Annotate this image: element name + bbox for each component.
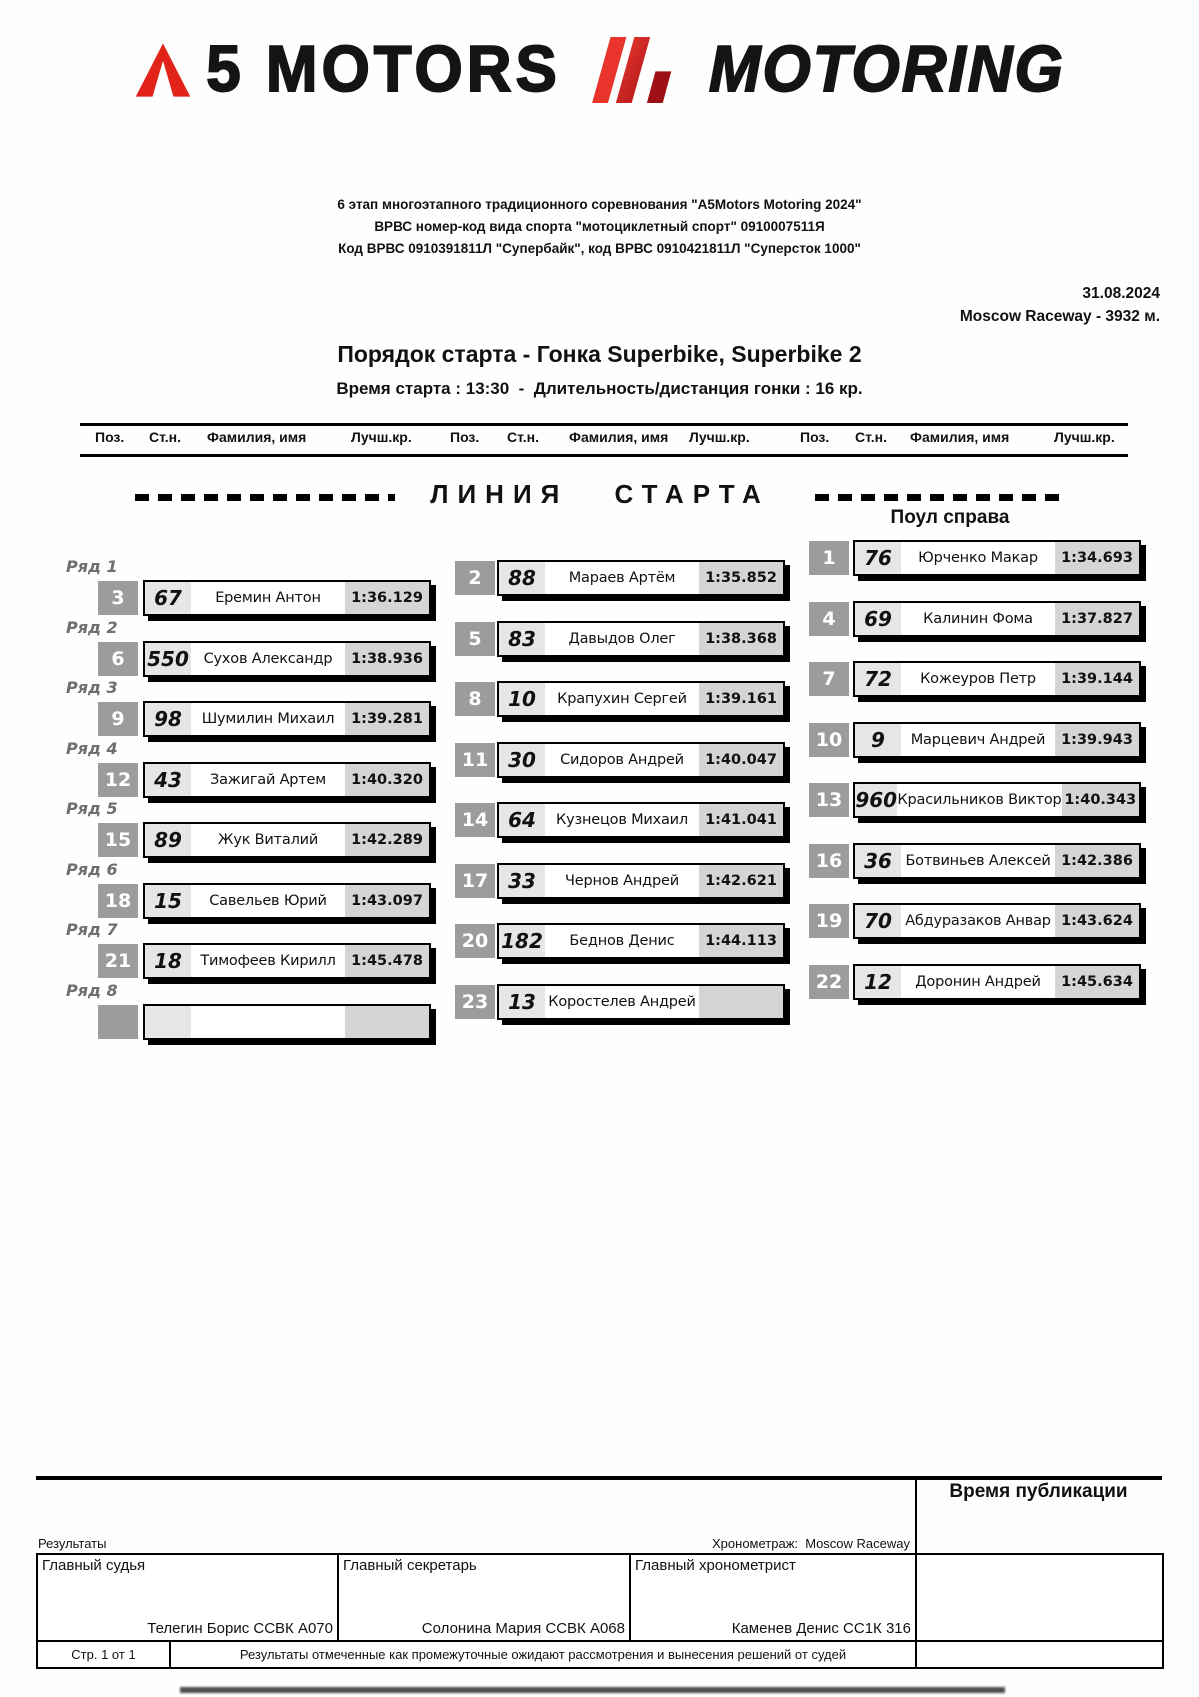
official-cell-timekeeper	[629, 1553, 917, 1642]
rider-best-lap: 1:40.343	[1062, 784, 1139, 816]
rider-best-lap: 1:42.621	[699, 865, 783, 897]
rider-best-lap	[345, 1006, 429, 1038]
rider-best-lap: 1:39.144	[1055, 663, 1139, 695]
rider-best-lap: 1:44.113	[699, 925, 783, 957]
rider-name: Доронин Андрей	[915, 974, 1041, 990]
rider-number: 36	[855, 845, 901, 877]
rider-number: 10	[499, 683, 545, 715]
grid-slot	[497, 560, 785, 596]
grid-position-badge: 18	[98, 884, 138, 918]
colhead-best-3: Лучш.кр.	[1054, 429, 1115, 445]
grid-slot	[853, 903, 1141, 939]
sanction-line-3: Код ВРВС 0910391811Л "Супербайк", код ВРВС 0910421811Л "Суперсток 1000"	[338, 241, 861, 256]
rider-number: 89	[145, 824, 191, 856]
grid-slot	[497, 742, 785, 778]
colhead-pos-2: Поз.	[450, 429, 480, 445]
official-cell-secretary	[337, 1553, 631, 1642]
rider-name: Давыдов Олег	[568, 631, 676, 647]
grid-position-badge: 6	[98, 642, 138, 676]
rider-number: 33	[499, 865, 545, 897]
official-role: Главный судья	[42, 1557, 146, 1574]
rider-best-lap: 1:39.281	[345, 703, 429, 735]
rider-name: Коростелев Андрей	[548, 994, 696, 1010]
pole-side-label: Поул справа	[890, 507, 1010, 528]
rider-number: 64	[499, 804, 545, 836]
grid-slot	[497, 621, 785, 657]
rider-number: 9	[855, 724, 901, 756]
grid-position-badge: 2	[455, 561, 495, 595]
rider-name: Ботвиньев Алексей	[905, 853, 1051, 869]
grid-position-badge: 17	[455, 864, 495, 898]
rider-best-lap: 1:45.634	[1055, 966, 1139, 998]
grid-row-label: Ряд 3	[66, 678, 118, 697]
grid-slot	[497, 802, 785, 838]
rider-number: 76	[855, 542, 901, 574]
grid-slot	[853, 540, 1141, 576]
grid-slot	[143, 641, 431, 677]
rider-best-lap: 1:39.943	[1055, 724, 1139, 756]
rider-number: 98	[145, 703, 191, 735]
event-venue: Moscow Raceway - 3932 м.	[959, 308, 1160, 325]
official-name: Солонина Мария ССВК А068	[421, 1620, 625, 1637]
page-title: Порядок старта - Гонка Superbike, Superbike 2	[337, 341, 862, 367]
rider-number: 15	[145, 885, 191, 917]
rider-name: Мараев Артём	[568, 570, 676, 586]
colhead-best-2: Лучш.кр.	[689, 429, 750, 445]
rider-number: 72	[855, 663, 901, 695]
grid-position-badge: 10	[809, 723, 849, 757]
rider-name: Абдуразаков Анвар	[905, 913, 1051, 929]
rider-best-lap: 1:40.047	[699, 744, 783, 776]
rider-name: Еремин Антон	[215, 590, 321, 606]
grid-position-badge: 21	[98, 944, 138, 978]
colhead-name-2: Фамилия, имя	[569, 429, 669, 445]
rider-number: 69	[855, 603, 901, 635]
rider-number: 18	[145, 945, 191, 977]
rider-number: 12	[855, 966, 901, 998]
grid-position-badge: 1	[809, 541, 849, 575]
grid-row-label: Ряд 8	[66, 981, 118, 1000]
rider-name: Сухов Александр	[203, 651, 333, 667]
rider-name: Чернов Андрей	[565, 873, 679, 889]
grid-slot	[143, 580, 431, 616]
grid-position-badge: 14	[455, 803, 495, 837]
rider-number: 550	[145, 643, 191, 675]
colhead-name-1: Фамилия, имя	[207, 429, 307, 445]
grid-position-badge: 5	[455, 622, 495, 656]
grid-position-badge: 7	[809, 662, 849, 696]
grid-slot	[497, 923, 785, 959]
rider-number: 88	[499, 562, 545, 594]
grid-slot	[853, 782, 1141, 818]
colhead-num-3: Ст.н.	[855, 429, 887, 445]
official-name: Телегин Борис ССВК А070	[147, 1620, 333, 1637]
grid-row-label: Ряд 1	[66, 557, 118, 576]
grid-row-label: Ряд 6	[66, 860, 118, 879]
publication-time-label: Время публикации	[949, 1481, 1128, 1502]
grid-slot	[143, 701, 431, 737]
grid-position-badge: 20	[455, 924, 495, 958]
grid-position-badge: 3	[98, 581, 138, 615]
rider-number: 960	[855, 784, 897, 816]
grid-position-badge: 19	[809, 904, 849, 938]
grid-slot	[853, 722, 1141, 758]
grid-position-badge: 12	[98, 763, 138, 797]
grid-position-badge: 11	[455, 743, 495, 777]
rider-best-lap: 1:36.129	[345, 582, 429, 614]
rider-name: Сидоров Андрей	[560, 752, 684, 768]
rider-name: Юрченко Макар	[918, 550, 1038, 566]
official-role: Главный хронометрист	[635, 1557, 796, 1574]
grid-row-label: Ряд 2	[66, 618, 118, 637]
rider-name: Савельев Юрий	[209, 893, 327, 909]
grid-slot	[143, 822, 431, 858]
rider-best-lap: 1:37.827	[1055, 603, 1139, 635]
colhead-pos-3: Поз.	[800, 429, 830, 445]
grid-slot	[853, 601, 1141, 637]
brand-motoring: MOTORING	[708, 33, 1065, 106]
rider-number: 13	[499, 986, 545, 1018]
grid-position-badge: 13	[809, 783, 849, 817]
sanction-line-1: 6 этап многоэтапного традиционного соревнования "A5Motors Motoring 2024"	[337, 197, 862, 212]
grid-position-badge: 8	[455, 682, 495, 716]
rider-best-lap	[699, 986, 783, 1018]
rider-number: 182	[499, 925, 545, 957]
official-cell-judge	[36, 1553, 339, 1642]
grid-slot	[497, 863, 785, 899]
rider-number: 30	[499, 744, 545, 776]
colhead-name-3: Фамилия, имя	[910, 429, 1010, 445]
footer-rule	[36, 1476, 1162, 1480]
grid-position-badge: 16	[809, 844, 849, 878]
page-number-cell: Стр. 1 от 1	[36, 1640, 171, 1669]
colhead-best-1: Лучш.кр.	[351, 429, 412, 445]
footer-note-cell: Результаты отмеченные как промежуточные ожидают рассмотрения и вынесения решений от судей	[169, 1640, 917, 1669]
grid-slot	[497, 681, 785, 717]
results-label: Результаты	[38, 1536, 107, 1551]
rider-name: Красильников Виктор	[897, 792, 1062, 808]
rider-name: Тимофеев Кирилл	[200, 953, 336, 969]
rider-name: Зажигай Артем	[209, 772, 327, 788]
rider-number: 70	[855, 905, 901, 937]
rider-best-lap: 1:39.161	[699, 683, 783, 715]
rider-name: Жук Виталий	[217, 832, 319, 848]
footer-empty-cell	[915, 1640, 1164, 1669]
grid-position-badge: 4	[809, 602, 849, 636]
grid-position-badge: 9	[98, 702, 138, 736]
rider-best-lap: 1:41.041	[699, 804, 783, 836]
colhead-num-1: Ст.н.	[149, 429, 181, 445]
rider-number: 43	[145, 764, 191, 796]
publication-time-empty-cell	[915, 1553, 1164, 1642]
rider-best-lap: 1:43.097	[345, 885, 429, 917]
grid-position-badge: 23	[455, 985, 495, 1019]
rider-number: 83	[499, 623, 545, 655]
rider-number	[145, 1006, 191, 1038]
rider-number: 67	[145, 582, 191, 614]
start-line-title: ЛИНИЯ СТАРТА	[430, 479, 770, 509]
rider-name: Крапухин Сергей	[557, 691, 687, 707]
sanction-line-2: ВРВС номер-код вида спорта "мотоциклетный спорт" 0910007511Я	[374, 219, 825, 234]
rider-name: Шумилин Михаил	[201, 711, 335, 727]
rider-best-lap: 1:38.936	[345, 643, 429, 675]
grid-slot	[853, 964, 1141, 1000]
grid-position-badge: 15	[98, 823, 138, 857]
colhead-num-2: Ст.н.	[507, 429, 539, 445]
grid-slot	[143, 762, 431, 798]
grid-slot	[143, 1004, 431, 1040]
grid-slot	[497, 984, 785, 1020]
rider-best-lap: 1:42.386	[1055, 845, 1139, 877]
grid-slot	[853, 843, 1141, 879]
grid-slot	[143, 883, 431, 919]
grid-row-label: Ряд 4	[66, 739, 118, 758]
grid-row-label: Ряд 7	[66, 920, 118, 939]
grid-row-label: Ряд 5	[66, 799, 118, 818]
rider-best-lap: 1:35.852	[699, 562, 783, 594]
scan-artifact	[180, 1687, 1005, 1693]
rider-name: Кожеуров Петр	[920, 671, 1036, 687]
rider-name: Калинин Фома	[923, 611, 1033, 627]
rider-best-lap: 1:45.478	[345, 945, 429, 977]
rider-best-lap: 1:38.368	[699, 623, 783, 655]
rider-best-lap: 1:40.320	[345, 764, 429, 796]
grid-slot	[143, 943, 431, 979]
grid-position-badge: 22	[809, 965, 849, 999]
rider-name: Беднов Денис	[569, 933, 675, 949]
rider-best-lap: 1:42.289	[345, 824, 429, 856]
rider-best-lap: 1:34.693	[1055, 542, 1139, 574]
grid-slot	[853, 661, 1141, 697]
timekeeping-label: Хронометраж: Moscow Raceway	[712, 1536, 910, 1551]
rider-name	[191, 1006, 345, 1038]
colhead-pos-1: Поз.	[95, 429, 125, 445]
brand-motors: 5 MOTORS	[206, 33, 561, 106]
page-subtitle: Время старта : 13:30 - Длительность/дистанция гонки : 16 кр.	[336, 379, 863, 398]
rider-name: Кузнецов Михаил	[556, 812, 688, 828]
rider-best-lap: 1:43.624	[1055, 905, 1139, 937]
official-role: Главный секретарь	[343, 1557, 477, 1574]
grid-position-badge	[98, 1005, 138, 1039]
official-name: Каменев Денис СС1К 316	[731, 1620, 911, 1637]
rider-name: Марцевич Андрей	[910, 732, 1046, 748]
event-date: 31.08.2024	[1082, 285, 1160, 302]
